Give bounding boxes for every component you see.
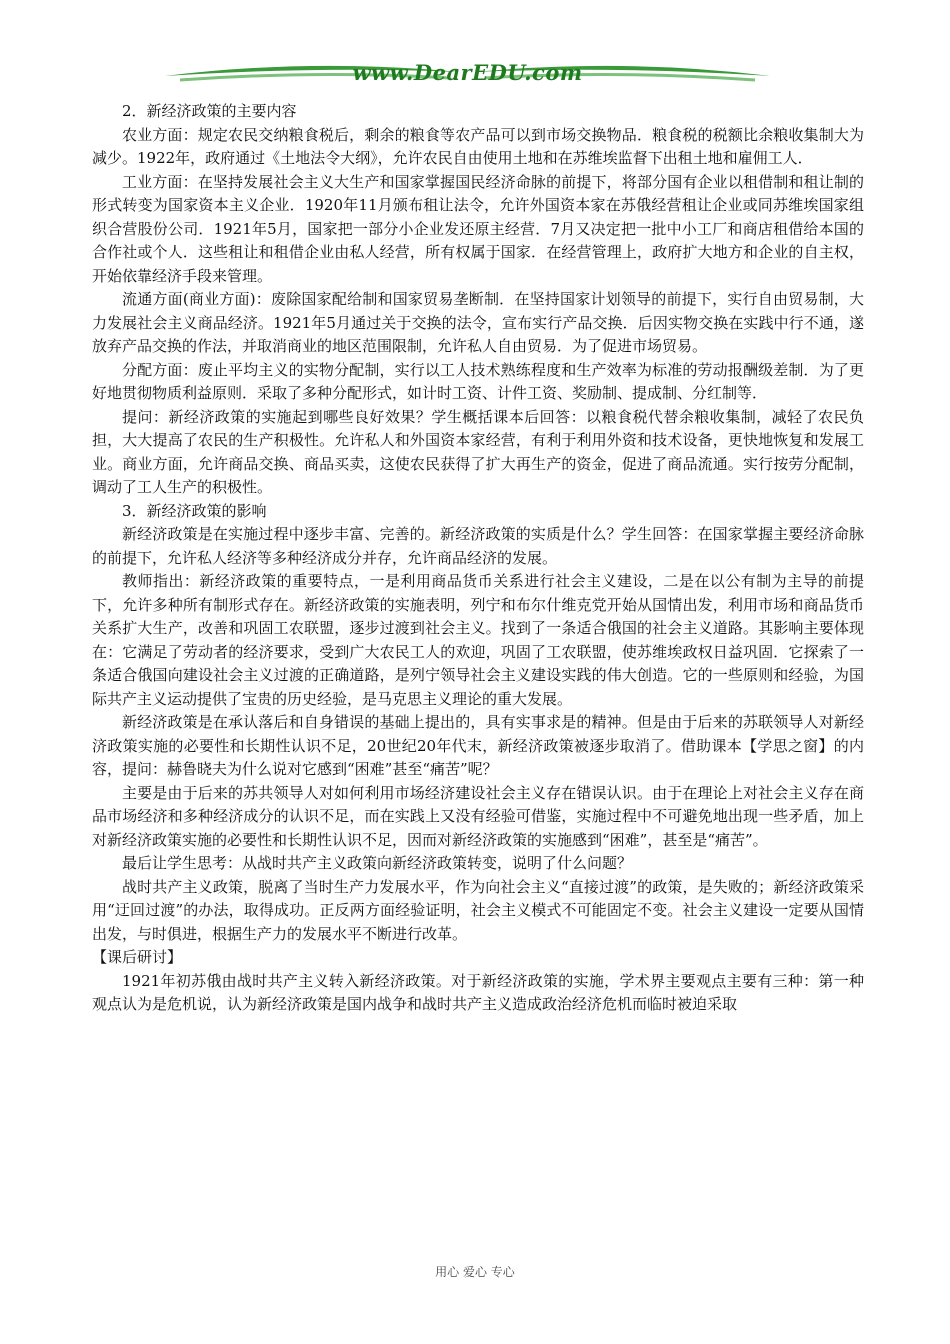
paragraph: 农业方面：规定农民交纳粮食税后，剩余的粮食等农产品可以到市场交换物品．粮食税的税额比余粮收集制大为减少。1922年，政府通过《土地法令大纲》，允许农民自由使用土地和在苏维埃监督下出租土地和雇佣工人． [92,125,864,167]
paragraph: 新经济政策是在承认落后和自身错误的基础上提出的，具有实事求是的精神。但是由于后来的苏联领导人对新经济政策实施的必要性和长期性认识不足，20世纪20年代末，新经济政策被逐步取消了。借助课本【学思之窗】的内容，提问：赫鲁晓夫为什么说对它感到“困难”甚至“痛苦”呢？ [92,713,864,778]
paragraph: 流通方面(商业方面)：废除国家配给制和国家贸易垄断制．在坚持国家计划领导的前提下，实行自由贸易制，大力发展社会主义商品经济。1921年5月通过关于交换的法令，宣布实行产品交换．后因实物交换在实践中行不通，遂放弃产品交换的作法，并取消商业的地区范围限制，允许私人自由贸易．为了促进市场贸易。 [92,290,864,355]
paragraph: 最后让学生思考：从战时共产主义政策向新经济政策转变，说明了什么问题？ [122,854,633,872]
article-body [92,100,864,1017]
paragraph: 战时共产主义政策，脱离了当时生产力发展水平，作为向社会主义“直接过渡”的政策，是失败的；新经济政策采用“迂回过渡”的办法，取得成功。正反两方面经验证明，社会主义模式不可能固定不变。社会主义建设一定要从国情出发，与时俱进，根据生产力的发展水平不断进行改革。 [92,877,864,943]
paragraph: 提问：新经济政策的实施起到哪些良好效果？学生概括课本后回答：以粮食税代替余粮收集制，减轻了农民负担，大大提高了农民的生产积极性。允许私人和外国资本家经营，有利于利用外资和技术设备，更快地恢复和发展工业。商业方面，允许商品交换、商品买卖，这使农民获得了扩大再生产的资金，促进了商品流通。实行按劳分配制，调动了工人生产的积极性。 [92,407,864,496]
section-heading: 2．新经济政策的主要内容 [122,102,297,120]
section-label: 【课后研讨】 [92,948,183,966]
site-logo-text[interactable]: www.DearEDU.com [352,60,583,85]
paragraph: 主要是由于后来的苏共领导人对如何利用市场经济建设社会主义存在错误认识。由于在理论上对社会主义存在商品市场经济和多种经济成分的认识不足，而在实践上又没有经验可借鉴，实施过程中不可避免地出现一些矛盾，加上对新经济政策实施的必要性和长期性认识不足，因而对新经济政策的实施感到“困难”，甚至是“痛苦”。 [92,783,864,849]
paragraph: 工业方面：在坚持发展社会主义大生产和国家掌握国民经济命脉的前提下，将部分国有企业以租借制和租让制的形式转变为国家资本主义企业．1920年11月颁布租让法令，允许外国资本家在苏俄经营租让企业或同苏维埃国家组织合营股份公司．1921年5月，国家把一部分小企业发还原主经营．7月又决定把一批中小工厂和商店租借给本国的合作社或个人．这些租让和租借企业由私人经营，所有权属于国家．在经营管理上，政府扩大地方和企业的自主权，开始依靠经济手段来管理。 [92,172,864,285]
section-heading: 3．新经济政策的影响 [122,501,267,520]
paragraph: 1921年初苏俄由战时共产主义转入新经济政策。对于新经济政策的实施，学术界主要观点主要有三种：第一种观点认为是危机说，认为新经济政策是国内战争和战时共产主义造成政治经济危机而临时被迫采取 [92,971,864,1013]
site-header-banner [160,56,775,96]
paragraph: 新经济政策是在实施过程中逐步丰富、完善的。新经济政策的实质是什么？学生回答：在国家掌握主要经济命脉的前提下，允许私人经济等多种经济成分并存，允许商品经济的发展。 [92,525,864,567]
paragraph: 教师指出：新经济政策的重要特点，一是利用商品货币关系进行社会主义建设，二是在以公有制为主导的前提下，允许多种所有制形式存在。新经济政策的实施表明，列宁和布尔什维克党开始从国情出发，利用市场和商品货币关系扩大生产，改善和巩固工农联盟，逐步过渡到社会主义。找到了一条适合俄国的社会主义道路。其影响主要体现在：它满足了劳动者的经济要求，受到广大农民工人的欢迎，巩固了工农联盟，使苏维埃政权日益巩固．它探索了一条适合俄国向建设社会主义过渡的正确道路，是列宁领导社会主义建设实践的伟大创造。它的一些原则和经验，为国际共产主义运动提供了宝贵的历史经验，是马克思主义理论的重大发展。 [92,572,864,708]
paragraph: 分配方面：废止平均主义的实物分配制，实行以工人技术熟练程度和生产效率为标准的劳动报酬级差制．为了更好地贯彻物质利益原则．采取了多种分配形式，如计时工资、计件工资、奖励制、提成制、分红制等． [92,360,864,402]
page-footer: 用心 爱心 专心 [435,1265,515,1279]
